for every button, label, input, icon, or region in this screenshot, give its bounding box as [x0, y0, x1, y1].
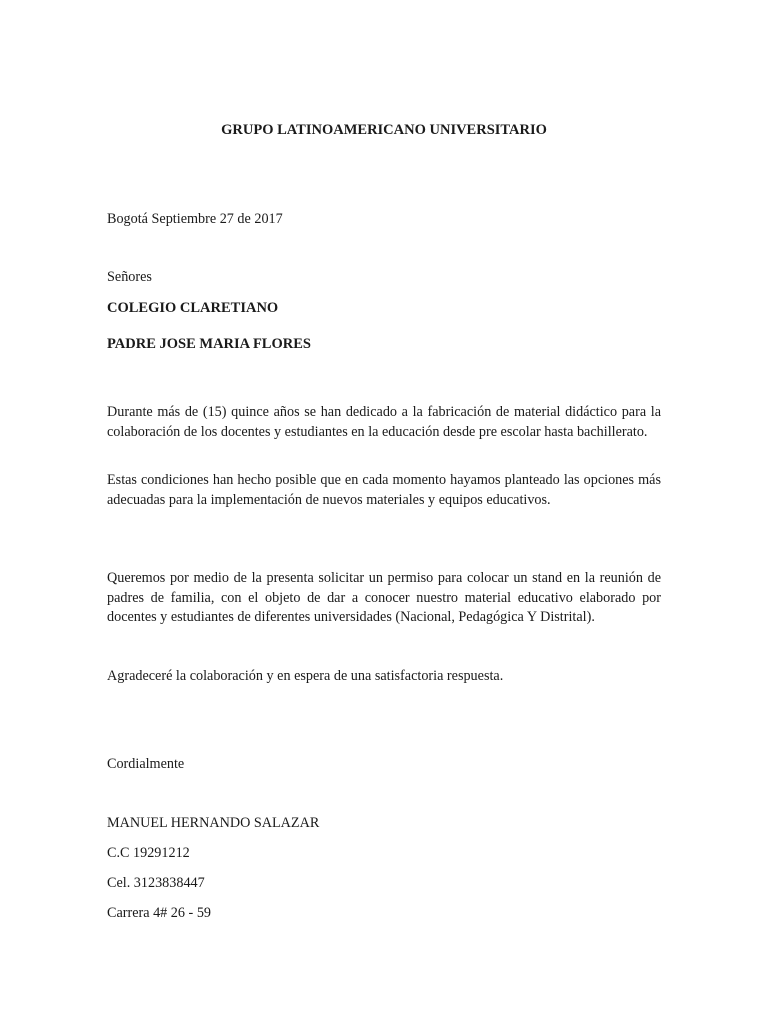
- date-line: Bogotá Septiembre 27 de 2017: [107, 211, 283, 227]
- signer-name: MANUEL HERNANDO SALAZAR: [107, 815, 320, 831]
- signer-phone: Cel. 3123838447: [107, 875, 205, 891]
- body-paragraph-3: Queremos por medio de la presenta solicitar un permiso para colocar un stand en la reunión de padres de familia, con el objeto de dar a conocer nuestro material educativo elaborado por docentes y estudiantes de diferentes universidades (Nacional, Pedagógica Y Distrital).: [107, 570, 661, 625]
- closing: Cordialmente: [107, 756, 185, 772]
- body-paragraph-4: Agradeceré la colaboración y en espera de una satisfactoria respuesta.: [107, 668, 504, 684]
- body-paragraph-1: Durante más de (15) quince años se han dedicado a la fabricación de material didáctico para la colaboración de los docentes y estudiantes en la educación desde pre escolar hasta bachillerato.: [107, 404, 661, 440]
- organization-title: GRUPO LATINOAMERICANO UNIVERSITARIO: [221, 122, 547, 138]
- recipient-person: PADRE JOSE MARIA FLORES: [107, 336, 311, 352]
- salutation: Señores: [107, 269, 152, 285]
- signer-address: Carrera 4# 26 - 59: [107, 905, 212, 921]
- recipient-organization: COLEGIO CLARETIANO: [107, 300, 279, 316]
- body-paragraph-2: Estas condiciones han hecho posible que en cada momento hayamos planteado las opciones más adecuadas para la implementación de nuevos materiales y equipos educativos.: [107, 472, 661, 508]
- signer-id: C.C 19291212: [107, 845, 190, 861]
